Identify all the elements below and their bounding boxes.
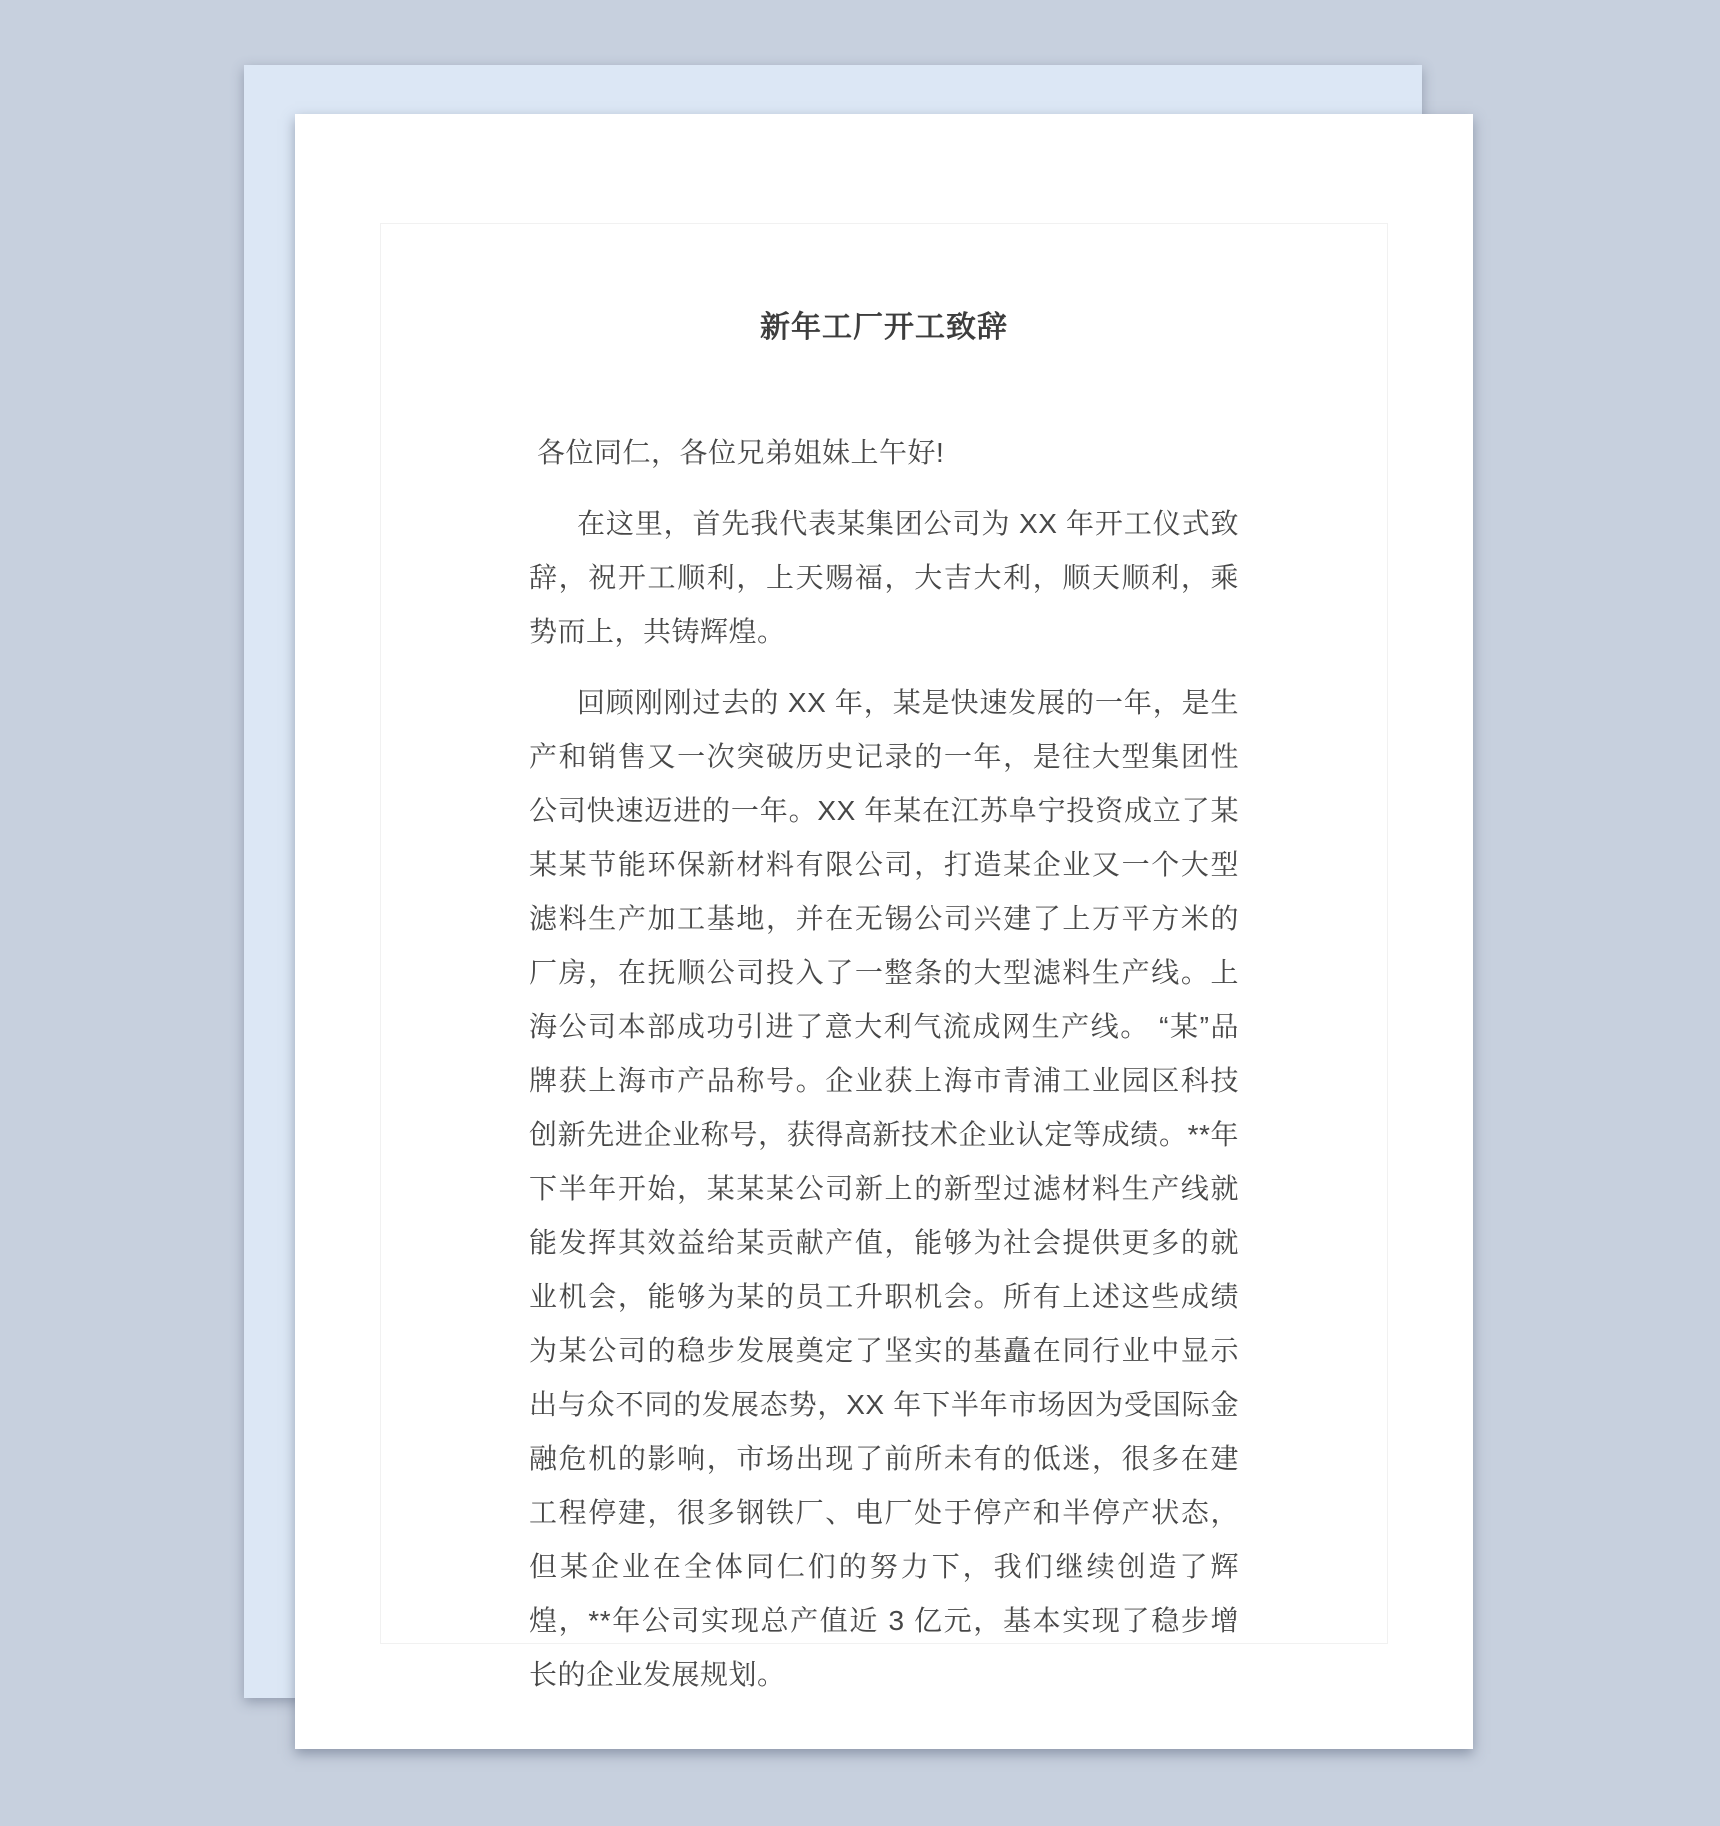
document-title: 新年工厂开工致辞 — [760, 311, 1008, 344]
paragraph-greeting: 各位同仁，各位兄弟姐妹上午好! — [537, 437, 945, 468]
document-page — [295, 114, 1473, 1749]
paragraph-opening-blessing: 在这里，首先我代表某集团公司为 XX 年开工仪式致辞，祝开工顺利，上天赐福，大吉大利，顺天顺利，乘势而上，共铸辉煌。 — [529, 508, 1239, 647]
paragraph-year-review: 回顾刚刚过去的 XX 年，某是快速发展的一年，是生产和销售又一次突破历史记录的一年，是往大型集团性公司快速迈进的一年。XX 年某在江苏阜宁投资成立了某某某节能环保新材料有限公司，打造某企业又一个大型滤料生产加工基地，并在无锡公司兴建了上万平方米的厂房，在抚顺公司投入了一整条的大型滤料生产线。上海公司本部成功引进了意大利气流成网生产线。 “某”品牌获上海市产品称号。企业获上海市青浦工业园区科技创新先进企业称号，获得高新技术企业认定等成绩。**年下半年开始，某某某公司新上的新型过滤材料生产线就能发挥其效益给某贡献产值，能够为社会提供更多的就业机会，能够为某的员工升职机会。所有上述这些成绩为某公司的稳步发展奠定了坚实的基矗在同行业中显示出与众不同的发展态势，XX 年下半年市场因为受国际金融危机的影响，市场出现了前所未有的低迷，很多在建工程停建，很多钢铁厂、电厂处于停产和半停产状态，但某企业在全体同仁们的努力下，我们继续创造了辉煌，**年公司实现总产值近 3 亿元，基本实现了稳步增长的企业发展规划。 — [529, 687, 1239, 1690]
content-frame — [380, 223, 1388, 1690]
